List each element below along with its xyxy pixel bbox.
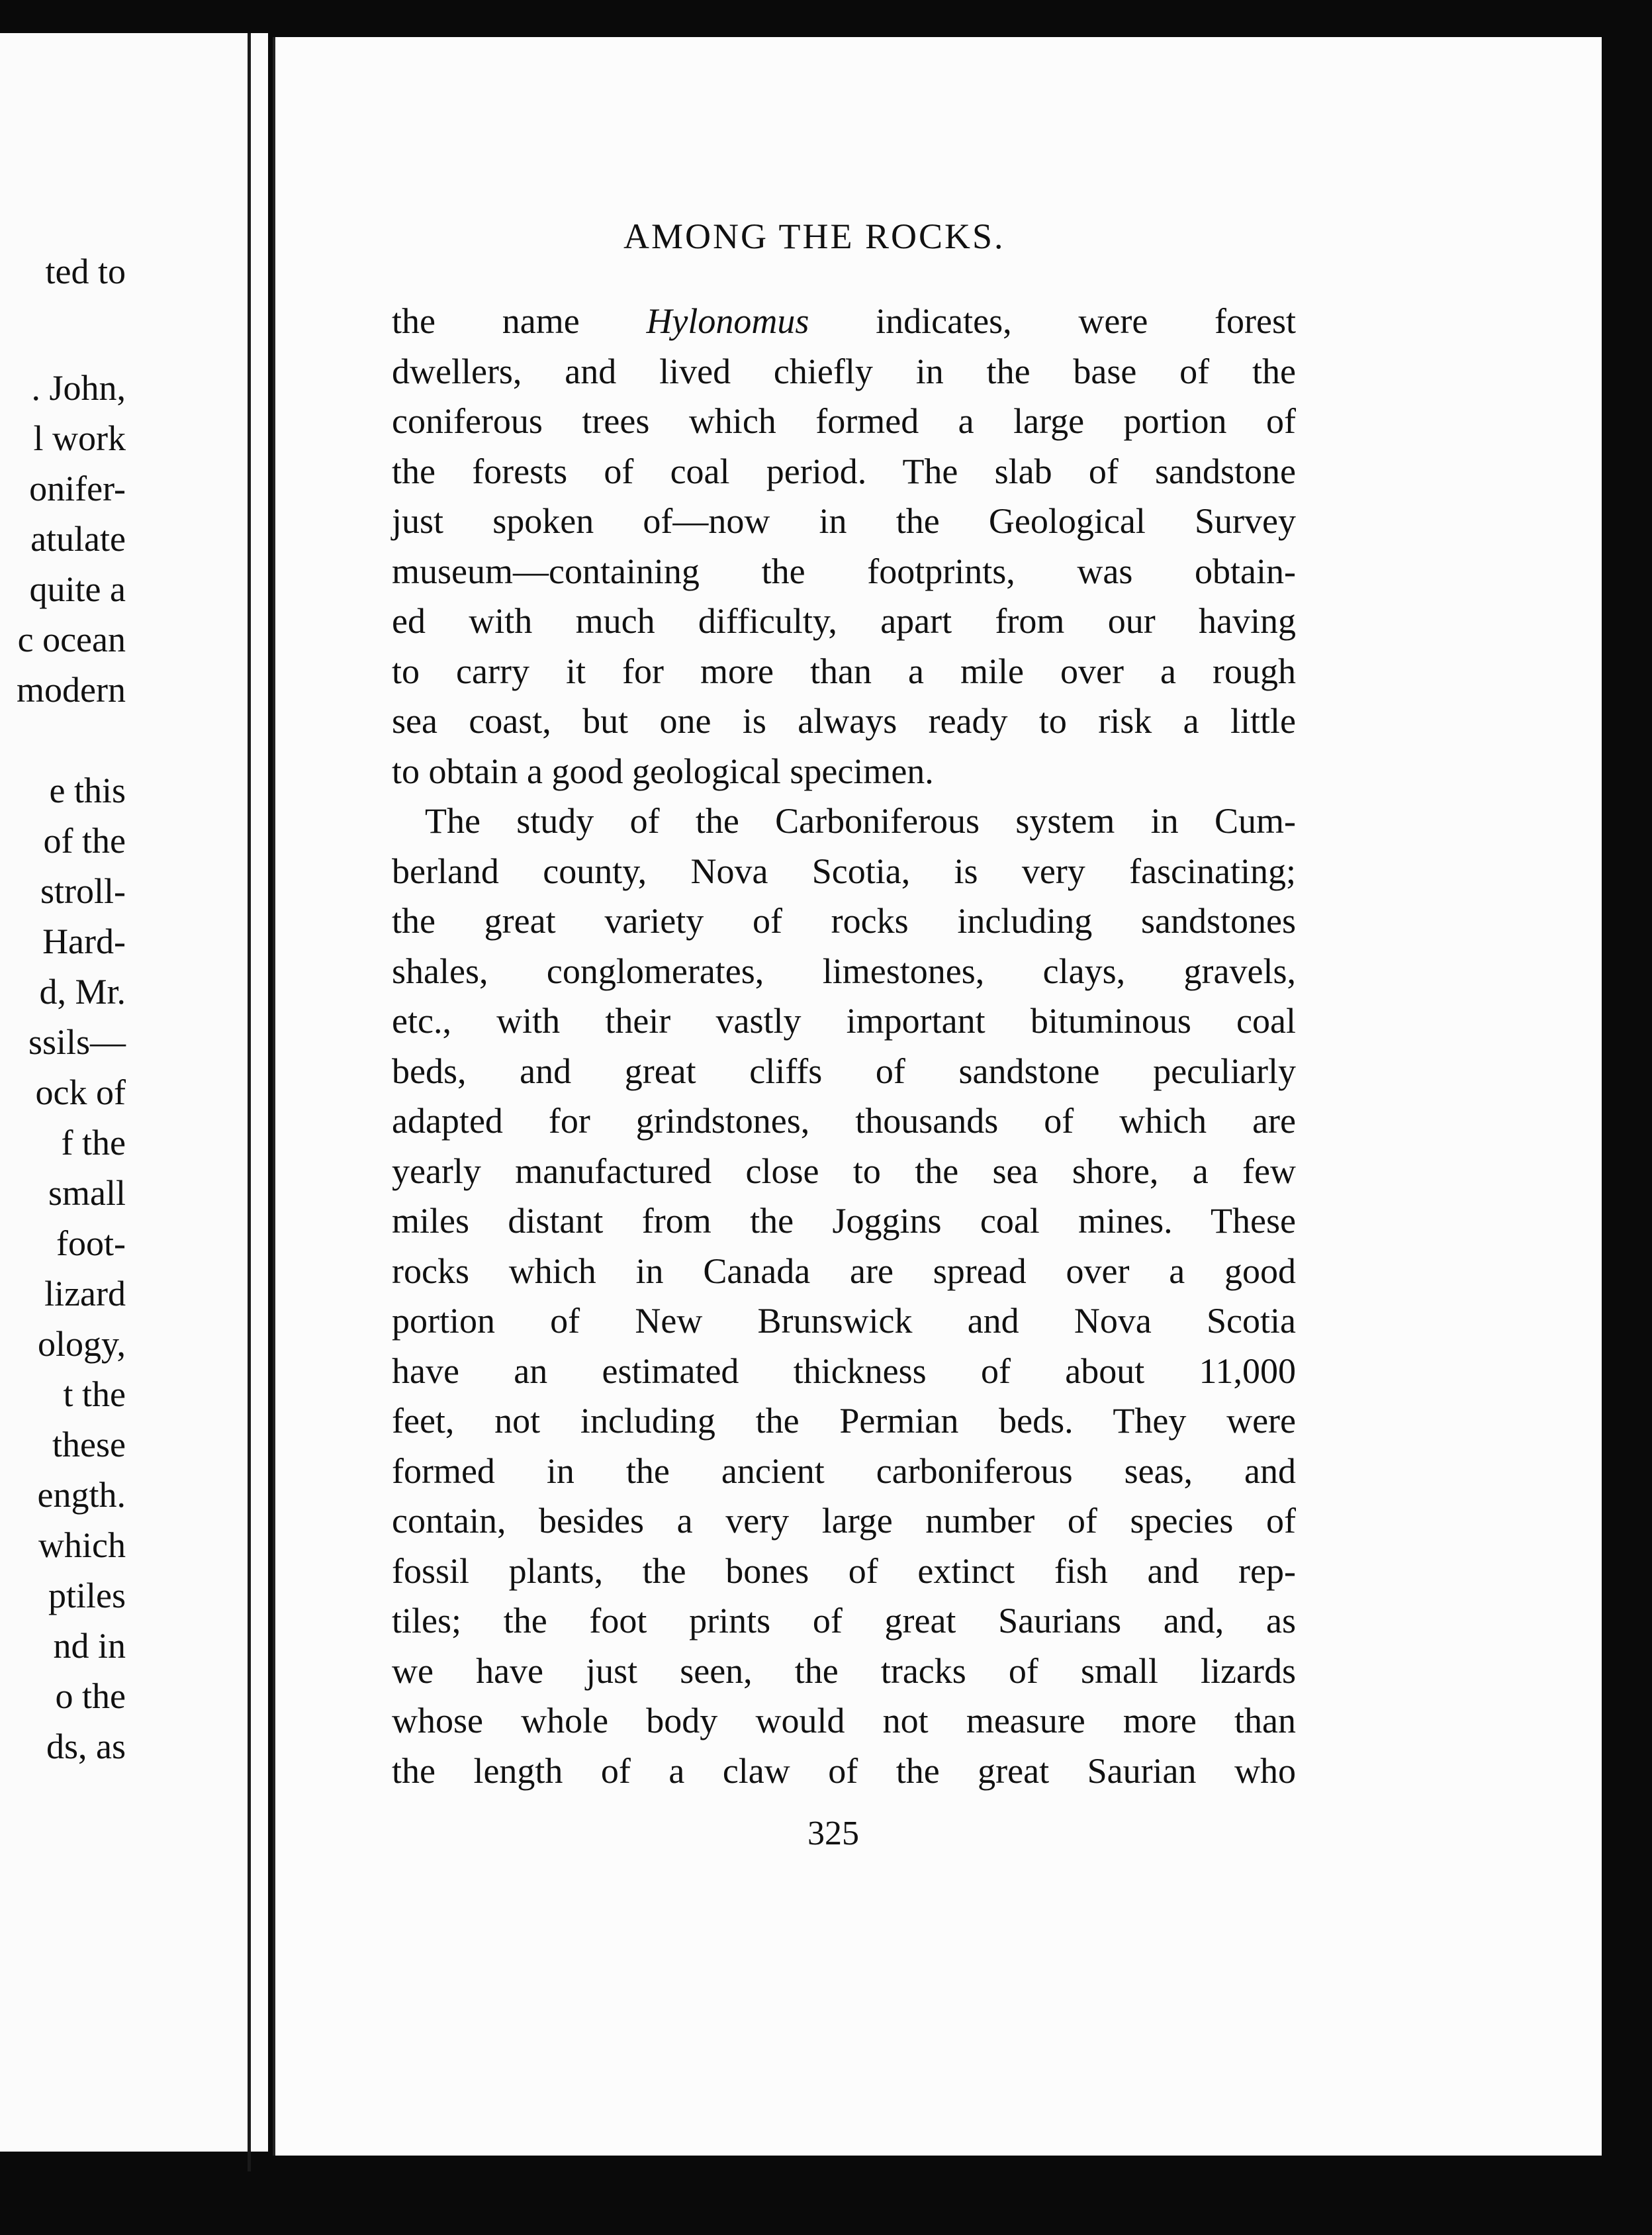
left-page-line: ds, as [46, 1727, 126, 1766]
running-head: AMONG THE ROCKS. [623, 216, 1005, 256]
text-line: whose whole body would not measure more than [392, 1701, 1296, 1740]
left-page-line: lizard [44, 1274, 126, 1313]
left-page-line: o the [55, 1676, 126, 1716]
text-line: portion of New Brunswick and Nova Scotia [392, 1301, 1296, 1341]
left-page-line: onifer- [29, 469, 126, 508]
scan-border [1602, 0, 1652, 2235]
left-page-fragment [0, 33, 268, 2152]
text-line: to obtain a good geological specimen. [392, 751, 934, 791]
text-line: tiles; the foot prints of great Saurians and, as [392, 1601, 1296, 1641]
text-line: the great variety of rocks including sandstones [392, 901, 1296, 941]
text-run: indicates, were forest [809, 301, 1296, 341]
left-page-line: atulate [30, 519, 126, 559]
text-line: shales, conglomerates, limestones, clays, gravels, [392, 951, 1296, 991]
text-line: contain, besides a very large number of species of [392, 1501, 1296, 1541]
text-line: rocks which in Canada are spread over a good [392, 1251, 1296, 1291]
left-page-line: ted to [45, 252, 126, 291]
text-run: the name [392, 301, 647, 341]
text-line: miles distant from the Joggins coal mines. These [392, 1201, 1296, 1241]
text-line: berland county, Nova Scotia, is very fascinating; [392, 851, 1296, 891]
text-line: formed in the ancient carboniferous seas, and [392, 1450, 1296, 1491]
left-page-line: ock of [35, 1072, 126, 1112]
text-line: yearly manufactured close to the sea shore, a few [392, 1151, 1296, 1191]
text-line: fossil plants, the bones of extinct fish and rep- [392, 1550, 1296, 1591]
left-page-line: stroll- [40, 871, 126, 911]
text-line: the forests of coal period. The slab of sandstone [392, 451, 1296, 491]
left-page-line: ssils— [28, 1022, 126, 1062]
left-page-line: these [52, 1425, 126, 1464]
text-line: ed with much difficulty, apart from our having [392, 601, 1296, 641]
text-line: coniferous trees which formed a large portion of [392, 401, 1296, 441]
text-line: the length of a claw of the great Saurian who [392, 1750, 1296, 1791]
text-line: dwellers, and lived chiefly in the base of the [392, 351, 1296, 391]
left-page-line: f the [61, 1123, 126, 1163]
text-line: we have just seen, the tracks of small lizards [392, 1650, 1296, 1691]
left-page-line: d, Mr. [39, 972, 126, 1012]
page-number: 325 [807, 1815, 859, 1852]
text-line: beds, and great cliffs of sandstone peculiarly [392, 1051, 1296, 1091]
left-page-line: Hard- [42, 922, 126, 961]
left-page-line: ength. [37, 1475, 126, 1515]
text-line: adapted for grindstones, thousands of which are [392, 1101, 1296, 1141]
left-page-line: t the [63, 1374, 126, 1414]
left-page-line: modern [17, 670, 126, 710]
left-page-line: e this [49, 771, 126, 810]
text-line: to carry it for more than a mile over a rough [392, 651, 1296, 691]
left-page-line: of the [43, 821, 126, 861]
text-line: sea coast, but one is always ready to risk a little [392, 701, 1296, 741]
text-line: etc., with their vastly important bituminous coal [392, 1001, 1296, 1041]
left-page-line: small [48, 1173, 126, 1213]
text-line: museum—containing the footprints, was obtain- [392, 551, 1296, 591]
left-page-line: ptiles [48, 1576, 126, 1615]
text-line: have an estimated thickness of about 11,000 [392, 1351, 1296, 1391]
text-line: just spoken of—now in the Geological Survey [392, 501, 1296, 541]
left-page-line: . John, [31, 368, 126, 408]
text-line: feet, not including the Permian beds. They were [392, 1401, 1296, 1441]
left-page-line: l work [33, 418, 126, 458]
left-page-line: ology, [38, 1324, 126, 1364]
left-page-line: nd in [53, 1626, 126, 1666]
italic-genus-name: Hylonomus [646, 301, 809, 341]
text-line [392, 297, 1296, 347]
gutter-rule [248, 33, 251, 2171]
left-page-line: c ocean [17, 620, 126, 659]
body-text [392, 297, 1296, 1796]
left-page-line: which [38, 1525, 126, 1565]
left-page-line: quite a [29, 569, 126, 609]
left-page-line: foot- [56, 1223, 126, 1263]
text-line: The study of the Carboniferous system in Cum- [425, 801, 1296, 841]
